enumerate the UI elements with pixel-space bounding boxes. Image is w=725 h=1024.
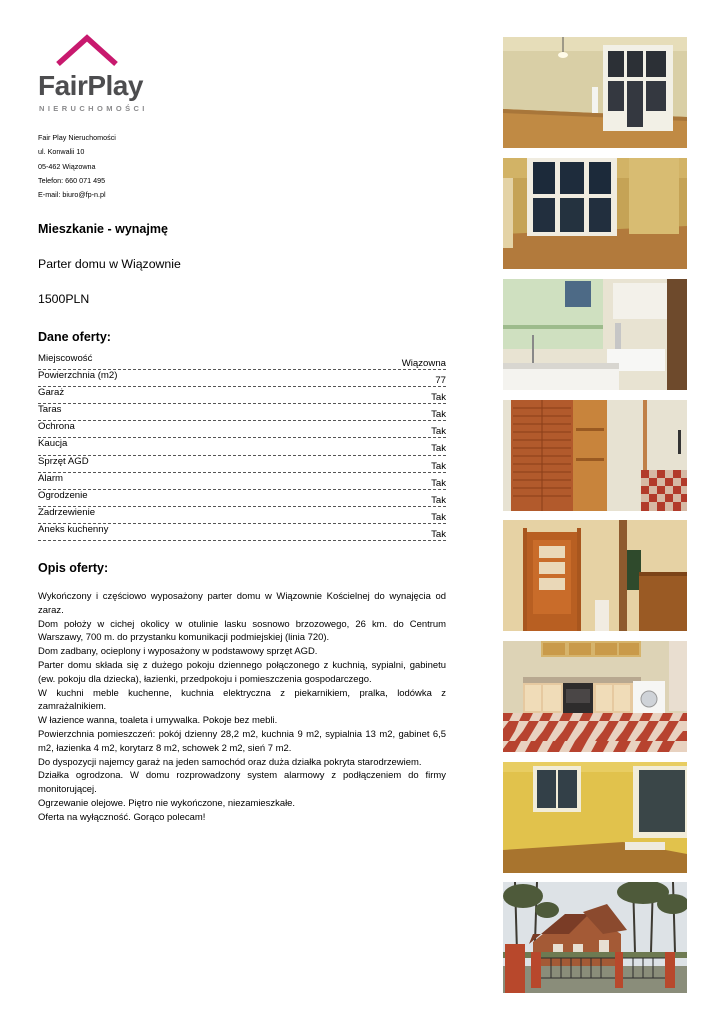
- roof-icon: [54, 34, 120, 68]
- offer-row: [38, 490, 446, 507]
- offer-row: [38, 353, 446, 370]
- offer-row: [38, 524, 446, 541]
- description-paragraph: Ogrzewanie olejowe. Piętro nie wykończone, niezamieszkałe.: [38, 797, 296, 809]
- contact-block: [38, 131, 116, 202]
- offer-value: Tak: [431, 460, 446, 472]
- offer-row: [38, 404, 446, 421]
- description-paragraph: Wykończony i częściowo wyposażony parter domu w Wiązownie Kościelnej do wynajęcia od zaraz.: [38, 591, 446, 616]
- photo-living-room-night[interactable]: [503, 158, 687, 269]
- offer-label: Alarm: [38, 472, 64, 484]
- offer-row: [38, 387, 446, 404]
- offer-data-heading: Dane oferty:: [38, 330, 111, 344]
- description-text: [38, 590, 446, 825]
- logo-name: FairPlay: [38, 70, 143, 101]
- offer-value: 77: [435, 375, 446, 387]
- offer-label: Garaż: [38, 387, 65, 399]
- offer-label: Ogrodzenie: [38, 489, 88, 501]
- offer-value: Tak: [431, 494, 446, 506]
- description-paragraph: W kuchni meble kuchenne, kuchnia elektryczna z piekarnikiem, pralka, lodówka z zamrażalnikiem.: [38, 687, 446, 713]
- offer-label: Aneks kuchenny: [38, 523, 109, 535]
- offer-value: Tak: [431, 528, 446, 540]
- description-paragraph: Do dyspozycji najemcy garaż na jeden samochód oraz duża działka pokryta starodrzewiem.: [38, 756, 422, 768]
- description-paragraph: Działka ogrodzona. W domu rozprowadzony system alarmowy z podłączeniem do firmy monitorującej.: [38, 770, 446, 796]
- logo-subtitle: NIERUCHOMOŚCI: [39, 104, 148, 113]
- offer-label: Sprzęt AGD: [38, 455, 89, 467]
- offer-label: Kaucja: [38, 438, 68, 450]
- description-paragraph: W łazience wanna, toaleta i umywalka. Pokoje bez mebli.: [38, 715, 278, 727]
- photo-house-exterior[interactable]: [503, 882, 687, 993]
- contact-street: ul. Konwalii 10: [38, 147, 85, 157]
- offer-value: Tak: [431, 477, 446, 489]
- offer-row: [38, 507, 446, 524]
- offer-label: Ochrona: [38, 421, 75, 433]
- contact-city: 05-462 Wiązowna: [38, 161, 96, 171]
- offer-row: [38, 456, 446, 473]
- photo-door-room[interactable]: [503, 520, 687, 631]
- offer-value: Tak: [431, 443, 446, 455]
- offer-value: Wiązowna: [401, 358, 446, 369]
- listing-title: Parter domu w Wiązownie: [38, 257, 181, 271]
- description-heading: Opis oferty:: [38, 561, 109, 575]
- offer-value: Tak: [431, 426, 446, 438]
- photo-living-room-windows[interactable]: [503, 37, 687, 148]
- offer-row: [38, 421, 446, 438]
- description-paragraph: Dom zadbany, ocieplony i wyposażony w podstawowy sprzęt AGD.: [38, 646, 318, 658]
- description-paragraph: Powierzchnia pomieszczeń: pokój dzienny 28,2 m2, kuchnia 9 m2, sypialnia 13 m2, gabinet 6,5 m2, łazienka 4 m2, korytarz 8 m2, schowek 2 m2, sień 7 m2.: [38, 728, 446, 754]
- offer-value: Tak: [431, 511, 446, 523]
- description-paragraph: Parter domu składa się z dużego pokoju dziennego połączonego z kuchnią, sypialni, gabinetu (ew. pokoju dla dziecka), łazienki, przedpokoju i pomieszczenia gospodarczego.: [38, 659, 446, 685]
- offer-label: Zadrzewienie: [38, 506, 96, 518]
- photo-hallway-wardrobe[interactable]: [503, 400, 687, 511]
- description-paragraph: Dom położy w cichej okolicy w otulinie lasku sosnowo brzozowego, 26 km. do Centrum Warszawy, 700 m. do przystanku komunikacji podmiejskiej (linia 720).: [38, 618, 446, 644]
- offer-label: Powierzchnia (m2): [38, 370, 118, 382]
- offer-row: [38, 473, 446, 490]
- offer-label: Miejscowość: [38, 353, 93, 364]
- photo-bathroom[interactable]: [503, 279, 687, 390]
- description-paragraph: Oferta na wyłączność. Gorąco polecam!: [38, 811, 206, 823]
- offer-value: Tak: [431, 409, 446, 421]
- offer-row: [38, 438, 446, 455]
- listing-price: 1500PLN: [38, 292, 90, 306]
- listing-type: Mieszkanie - wynajmę: [38, 222, 168, 236]
- photo-kitchen[interactable]: [503, 641, 687, 752]
- contact-email: E-mail: biuro@fp-n.pl: [38, 190, 106, 200]
- logo: [38, 34, 143, 114]
- offer-label: Taras: [38, 404, 62, 416]
- offer-row: [38, 370, 446, 387]
- contact-phone: Telefon: 660 071 495: [38, 175, 106, 185]
- contact-company: Fair Play Nieruchomości: [38, 133, 116, 142]
- photo-yellow-room[interactable]: [503, 762, 687, 873]
- offer-value: Tak: [431, 392, 446, 404]
- offer-data-table: [38, 353, 446, 541]
